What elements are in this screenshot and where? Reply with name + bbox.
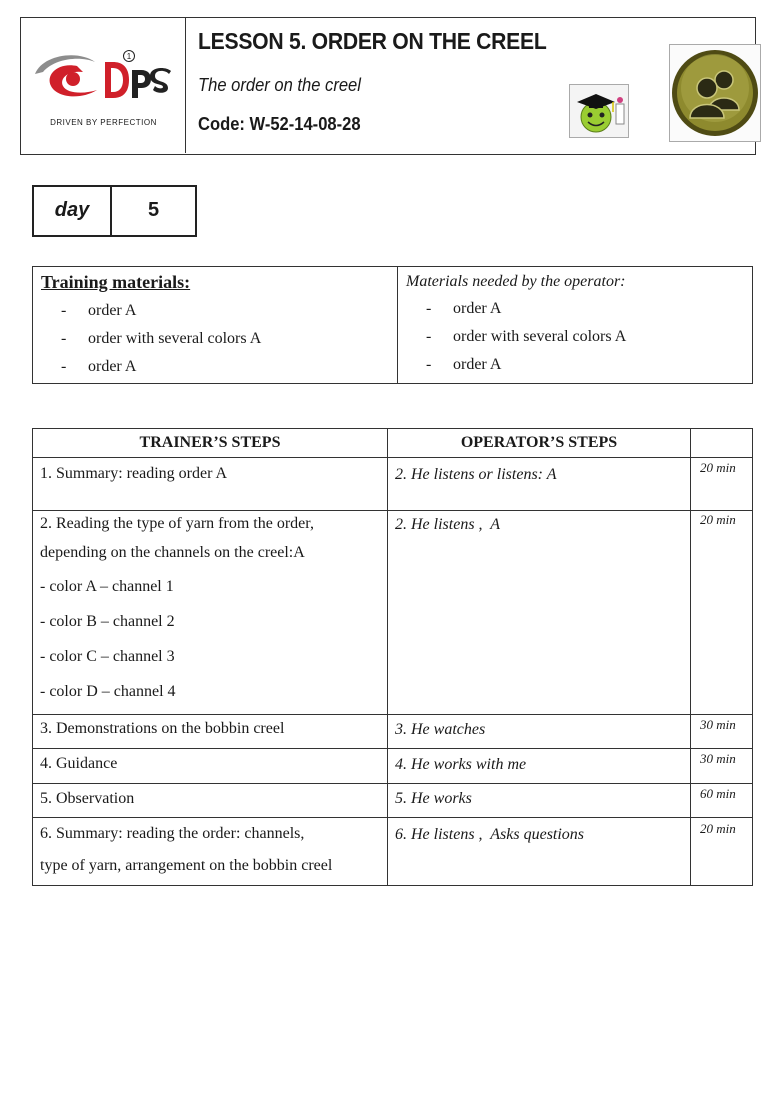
steps-table xyxy=(32,428,753,886)
step-duration: 20 min xyxy=(700,512,736,527)
row-divider xyxy=(33,748,752,749)
operator-step: 2. He listens , A xyxy=(395,516,501,533)
trainer-step: 3. Demonstrations on the bobbin creel xyxy=(40,720,285,737)
row-divider xyxy=(33,817,752,818)
lesson-code: Code: W-52-14-08-28 xyxy=(198,114,361,134)
list-bullet: - xyxy=(426,300,432,317)
trainer-step: 4. Guidance xyxy=(40,755,118,772)
operator-steps-header: OPERATOR’S STEPS xyxy=(460,434,618,451)
operator-item: order A xyxy=(453,356,502,373)
logo-cell xyxy=(21,18,186,153)
day-value: 5 xyxy=(147,199,160,221)
day-label: day xyxy=(54,199,90,221)
trainer-step: 2. Reading the type of yarn from the order, xyxy=(40,515,314,532)
list-bullet: - xyxy=(426,328,432,345)
list-bullet: - xyxy=(426,356,432,373)
operator-step: 3. He watches xyxy=(395,721,486,738)
training-item: order A xyxy=(88,302,137,319)
lesson-subtitle: The order on the creel xyxy=(198,75,361,95)
operator-step: 4. He works with me xyxy=(395,756,527,773)
trainer-step: type of yarn, arrangement on the bobbin creel xyxy=(40,857,333,874)
graduate-smiley-icon xyxy=(569,84,629,138)
operator-materials-title: Materials needed by the operator: xyxy=(406,273,626,290)
trainer-step: 1. Summary: reading order A xyxy=(40,465,228,482)
materials-divider xyxy=(397,267,398,383)
row-divider xyxy=(33,783,752,784)
row-divider xyxy=(33,457,752,458)
step-duration: 30 min xyxy=(700,717,736,732)
materials-box xyxy=(32,266,753,384)
trainer-step: - color A – channel 1 xyxy=(40,578,174,595)
operator-item: order with several colors A xyxy=(453,328,627,345)
svg-text:1: 1 xyxy=(126,52,132,61)
operator-step: 2. He listens or listens: A xyxy=(395,466,557,483)
list-bullet: - xyxy=(61,358,67,375)
dps-logo xyxy=(29,48,179,113)
trainer-step: depending on the channels on the creel:A xyxy=(40,544,305,561)
list-bullet: - xyxy=(61,302,67,319)
training-materials-title: Training materials: xyxy=(41,272,191,292)
trainer-step: 5. Observation xyxy=(40,790,135,807)
trainer-step: - color B – channel 2 xyxy=(40,613,175,630)
trainer-step: - color D – channel 4 xyxy=(40,683,176,700)
operator-step: 5. He works xyxy=(395,790,472,807)
document-header xyxy=(20,17,756,155)
training-item: order A xyxy=(88,358,137,375)
step-duration: 30 min xyxy=(700,751,736,766)
operator-step: 6. He listens , Asks questions xyxy=(395,826,585,843)
operator-item: order A xyxy=(453,300,502,317)
step-duration: 20 min xyxy=(700,821,736,836)
lesson-title: LESSON 5. ORDER ON THE CREEL xyxy=(198,28,547,54)
trainer-steps-header: TRAINER’S STEPS xyxy=(139,434,281,451)
trainer-step: 6. Summary: reading the order: channels, xyxy=(40,825,305,842)
step-duration: 60 min xyxy=(700,786,736,801)
step-duration: 20 min xyxy=(700,460,736,475)
brand-tagline: DRIVEN BY PERFECTION xyxy=(50,118,157,127)
trainer-step: - color C – channel 3 xyxy=(40,648,175,665)
day-box xyxy=(32,185,197,237)
title-cell xyxy=(186,18,754,153)
row-divider xyxy=(33,510,752,511)
list-bullet: - xyxy=(61,330,67,347)
users-icon xyxy=(669,44,761,142)
row-divider xyxy=(33,714,752,715)
training-item: order with several colors A xyxy=(88,330,262,347)
